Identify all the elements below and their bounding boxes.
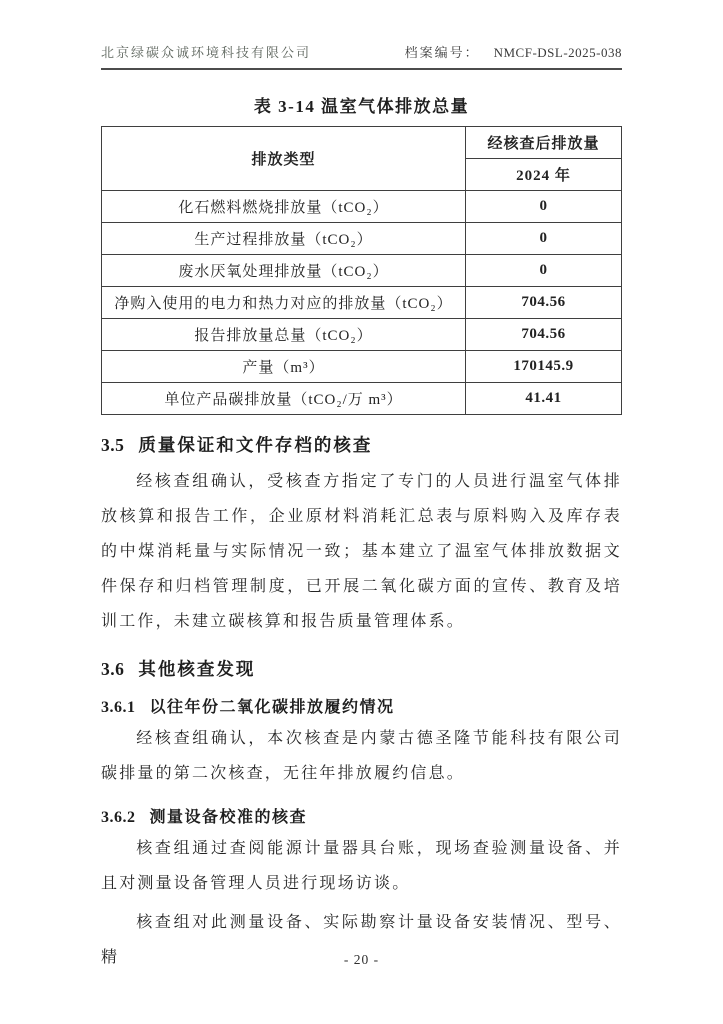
section-title: 质量保证和文件存档的核查 xyxy=(138,435,373,455)
row-label-wastewater: 废水厌氧处理排放量（tCO₂） xyxy=(102,255,466,287)
col-header-emission-type: 排放类型 xyxy=(102,127,466,191)
section-heading-3-6-1 xyxy=(101,694,622,717)
section-title: 测量设备校准的核查 xyxy=(149,809,308,826)
page-footer xyxy=(0,952,723,968)
table-row xyxy=(102,255,622,287)
row-value-fossil-fuel: 0 xyxy=(466,191,622,223)
section-heading-3-6-2 xyxy=(101,804,622,827)
row-value-output: 170145.9 xyxy=(466,351,622,383)
table-row xyxy=(102,319,622,351)
row-value-total-reported: 704.56 xyxy=(466,319,622,351)
row-label-purchased-electricity-heat: 净购入使用的电力和热力对应的排放量（tCO₂） xyxy=(102,287,466,319)
row-label-total-reported: 报告排放量总量（tCO₂） xyxy=(102,319,466,351)
section-3-5-paragraph: 经核查组确认，受核查方指定了专门的人员进行温室气体排放核算和报告工作，企业原材料消耗汇总表与原料购入及库存表的中煤消耗量与实际情况一致；基本建立了温室气体排放数据文件保存和归档管理制度，已开展二氧化碳方面的宣传、教育及培训工作，未建立碳核算和报告质量管理体系。 xyxy=(101,473,622,630)
row-value-purchased-electricity-heat: 704.56 xyxy=(466,287,622,319)
table-row xyxy=(102,351,622,383)
row-label-output: 产量（m³） xyxy=(102,351,466,383)
table-row xyxy=(102,223,622,255)
row-label-unit-product-emission: 单位产品碳排放量（tCO₂/万 m³） xyxy=(102,383,466,415)
col-header-year: 2024 年 xyxy=(466,159,622,191)
table-row xyxy=(102,287,622,319)
table-title: 表 3-14 温室气体排放总量 xyxy=(253,97,470,116)
section-title: 其他核查发现 xyxy=(138,659,256,679)
page-header xyxy=(101,42,622,70)
row-label-fossil-fuel: 化石燃料燃烧排放量（tCO₂） xyxy=(102,191,466,223)
section-number: 3.6.2 xyxy=(101,809,136,826)
section-3-6-2-paragraph-1: 核查组通过查阅能源计量器具台账，现场查验测量设备、并且对测量设备管理人员进行现场访谈。 xyxy=(101,840,622,892)
file-number-value: NMCF-DSL-2025-038 xyxy=(493,45,622,60)
table-row xyxy=(102,383,622,415)
section-heading-3-6 xyxy=(101,656,622,681)
row-value-process: 0 xyxy=(466,223,622,255)
row-label-process: 生产过程排放量（tCO₂） xyxy=(102,223,466,255)
section-3-6-1-paragraph: 经核查组确认，本次核查是内蒙古德圣隆节能科技有限公司碳排量的第二次核查，无往年排放履约信息。 xyxy=(101,730,622,782)
section-number: 3.6 xyxy=(101,659,125,679)
section-3-6-2-paragraph-2: 核查组对此测量设备、实际勘察计量设备安装情况、型号、精 xyxy=(101,914,622,966)
section-heading-3-5 xyxy=(101,432,622,457)
file-number-label: 档案编号： xyxy=(404,45,480,60)
row-value-wastewater: 0 xyxy=(466,255,622,287)
header-file-number xyxy=(405,42,622,61)
section-number: 3.6.1 xyxy=(101,699,136,716)
col-header-verified-emissions: 经核查后排放量 xyxy=(466,127,622,159)
header-company-name: 北京绿碳众诚环境科技有限公司 xyxy=(101,45,312,60)
page-number: - 20 - xyxy=(343,952,380,967)
section-number: 3.5 xyxy=(101,435,125,455)
emissions-table xyxy=(101,126,622,415)
row-value-unit-product-emission: 41.41 xyxy=(466,383,622,415)
table-row xyxy=(102,191,622,223)
table-header-row-1 xyxy=(102,127,622,159)
section-title: 以往年份二氧化碳排放履约情况 xyxy=(149,699,395,716)
